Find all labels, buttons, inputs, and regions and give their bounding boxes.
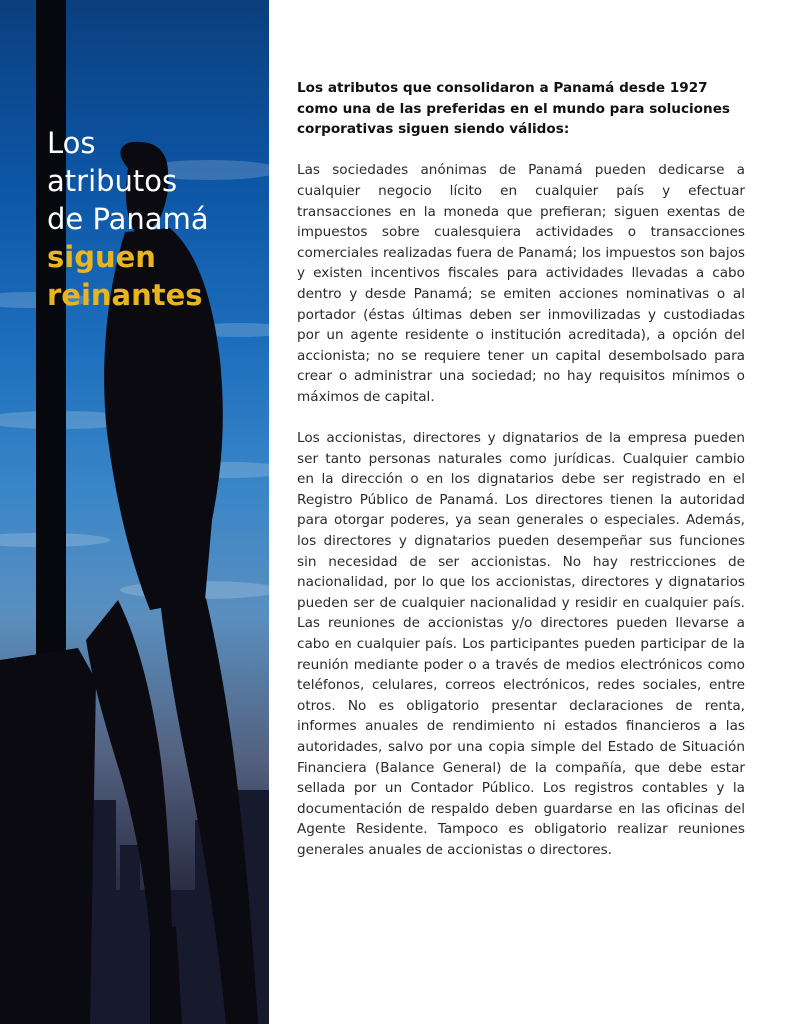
heading-accent-line-1: siguen — [47, 240, 156, 274]
body-paragraph-1: Las sociedades anónimas de Panamá pueden dedicarse a cualquier negocio lícito en cualquier país y efectuar transacciones en la moneda que prefieran; siguen exentas de impuestos sobre cualesquiera actividades o transacciones comerciales realizadas fuera de Panamá; los impuestos son bajos y existen incentivos fiscales para actividades llevadas a cabo dentro y desde Panamá; se emiten acciones nominativas o al portador (éstas últimas deben ser inmovilizadas y custodiadas por un agente residente o institución acreditada), a opción del accionista; no se requiere tener un capital desembolsado para crear o administrar una sociedad; no hay requisitos mínimos o máximos de capital. — [297, 162, 745, 405]
heading-line-2: atributos — [47, 164, 178, 198]
heading-accent-line-2: reinantes — [47, 278, 203, 312]
heading-line-3: de Panamá — [47, 202, 209, 236]
lead-paragraph: Los atributos que consolidaron a Panamá desde 1927 como una de las preferidas en el mundo para soluciones corporativas siguen siendo válidos: — [297, 80, 731, 138]
article-body — [297, 78, 745, 881]
page-heading — [47, 124, 209, 314]
heading-line-1: Los — [47, 126, 96, 160]
photo-panel — [0, 0, 269, 1024]
body-paragraph-2: Los accionistas, directores y dignatarios de la empresa pueden ser tanto personas naturales como jurídicas. Cualquier cambio en la dirección o en los dignatarios debe ser registrado en el Registro Público de Panamá. Los directores tienen la autoridad para otorgar poderes, ya sean generales o especiales. Además, los directores y dignatarios pueden desempeñar sus funciones sin necesidad de ser accionistas. No hay restricciones de nacionalidad, por lo que los accionistas, directores y dignatarios pueden ser de cualquier nacionalidad y residir en cualquier país. Las reuniones de accionistas y/o directores pueden llevarse a cabo en cualquier país. Los participantes pueden participar de la reunión mediante poder o a través de medios electrónicos como teléfonos, celulares, correos electrónicos, redes sociales, entre otros. No es obligatorio presentar declaraciones de renta, informes anuales de rendimiento ni estados financieros a las autoridades, salvo por una copia simple del Estado de Situación Financiera (Balance General) de la compañía, que debe estar sellada por un Contador Público. Los registros contables y la documentación de respaldo deben guardarse en las oficinas del Agente Residente. Tampoco es obligatorio realizar reuniones generales anuales de accionistas o directores. — [297, 430, 745, 858]
